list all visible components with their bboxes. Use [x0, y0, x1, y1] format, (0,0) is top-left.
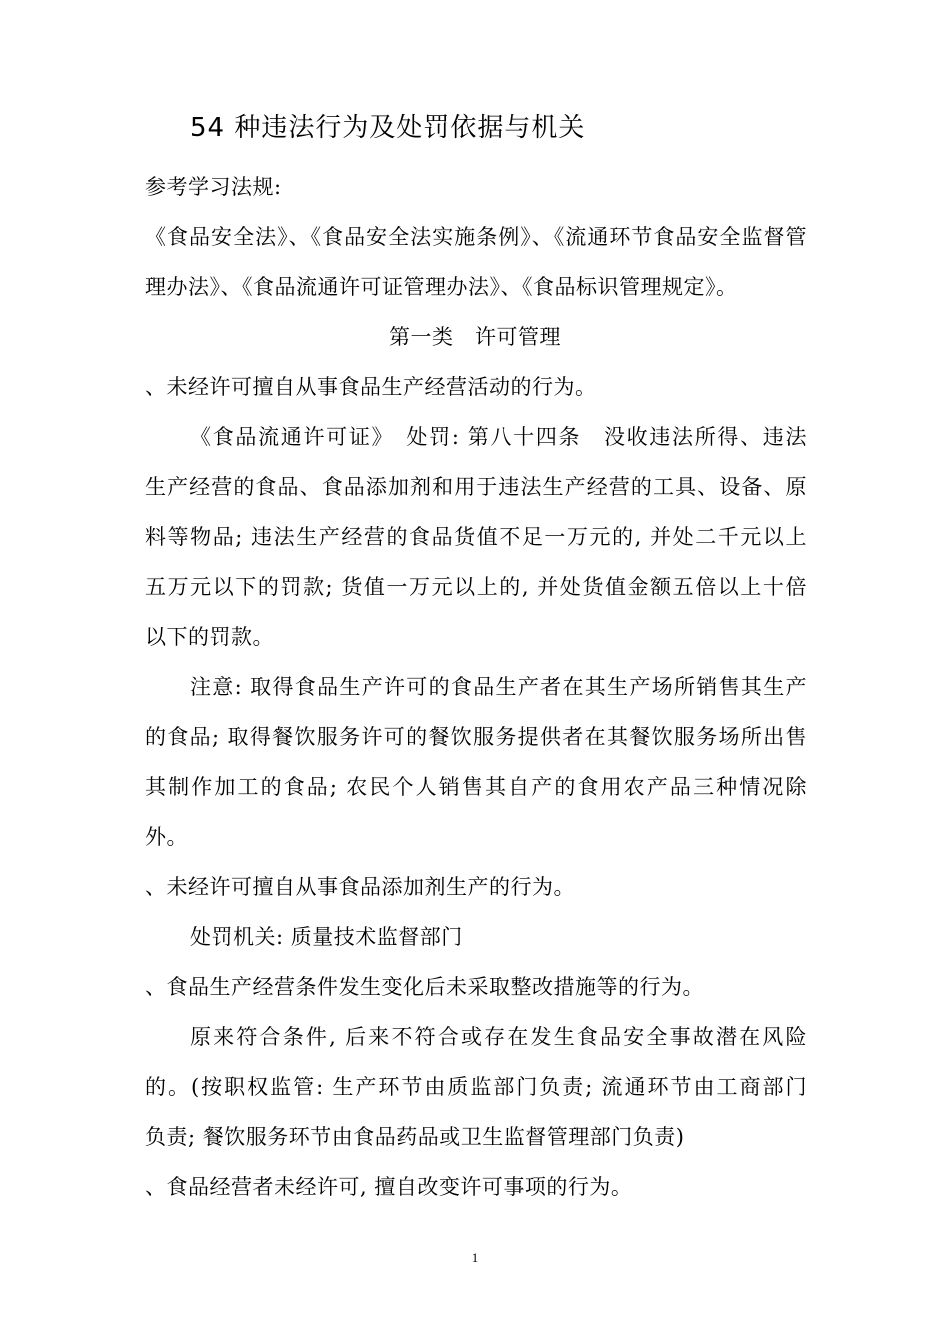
item-2-title: 、未经许可擅自从事食品添加剂生产的行为。	[145, 875, 575, 899]
item-3-title: 、食品生产经营条件发生变化后未采取整改措施等的行为。	[145, 975, 704, 999]
laws-line-2: 理办法》、《食品流通许可证管理办法》、《食品标识管理规定》。	[145, 275, 738, 299]
section-heading: 第一类 许可管理	[389, 325, 561, 349]
item-3-paragraph-line-3: 负责; 餐饮服务环节由食品药品或卫生监督管理部门负责)	[145, 1125, 685, 1149]
item-1-note-line-4: 外。	[145, 825, 188, 849]
item-1-note-line-1: 注意: 取得食品生产许可的食品生产者在其生产场所销售其生产	[190, 675, 807, 699]
page-number: 1	[471, 1250, 479, 1265]
item-1-paragraph-line-2: 生产经营的食品、食品添加剂和用于违法生产经营的工具、设备、原	[145, 475, 807, 499]
document-title: 54 种违法行为及处罚依据与机关	[190, 113, 586, 143]
intro-label: 参考学习法规:	[145, 175, 282, 199]
item-1-note-line-2: 的食品; 取得餐饮服务许可的餐饮服务提供者在其餐饮服务场所出售	[145, 725, 807, 749]
item-1-paragraph-line-4: 五万元以下的罚款; 货值一万元以上的, 并处货值金额五倍以上十倍	[145, 575, 807, 599]
item-2-authority: 处罚机关: 质量技术监督部门	[190, 925, 463, 949]
item-4-title: 、食品经营者未经许可, 擅自改变许可事项的行为。	[145, 1175, 633, 1199]
item-3-paragraph-line-2: 的。(按职权监管: 生产环节由质监部门负责; 流通环节由工商部门	[145, 1075, 807, 1099]
item-1-note-line-3: 其制作加工的食品; 农民个人销售其自产的食用农产品三种情况除	[145, 775, 807, 799]
item-1-paragraph-line-5: 以下的罚款。	[145, 625, 274, 649]
laws-line-1: 《食品安全法》、《食品安全法实施条例》、《流通环节食品安全监督管	[145, 225, 807, 249]
item-1-paragraph-line-3: 料等物品; 违法生产经营的食品货值不足一万元的, 并处二千元以上	[145, 525, 807, 549]
item-1-title: 、未经许可擅自从事食品生产经营活动的行为。	[145, 375, 597, 399]
item-3-paragraph-line-1: 原来符合条件, 后来不符合或存在发生食品安全事故潜在风险	[190, 1025, 807, 1049]
item-1-paragraph-line-1: 《食品流通许可证》 处罚: 第八十四条 没收违法所得、违法	[190, 425, 807, 449]
